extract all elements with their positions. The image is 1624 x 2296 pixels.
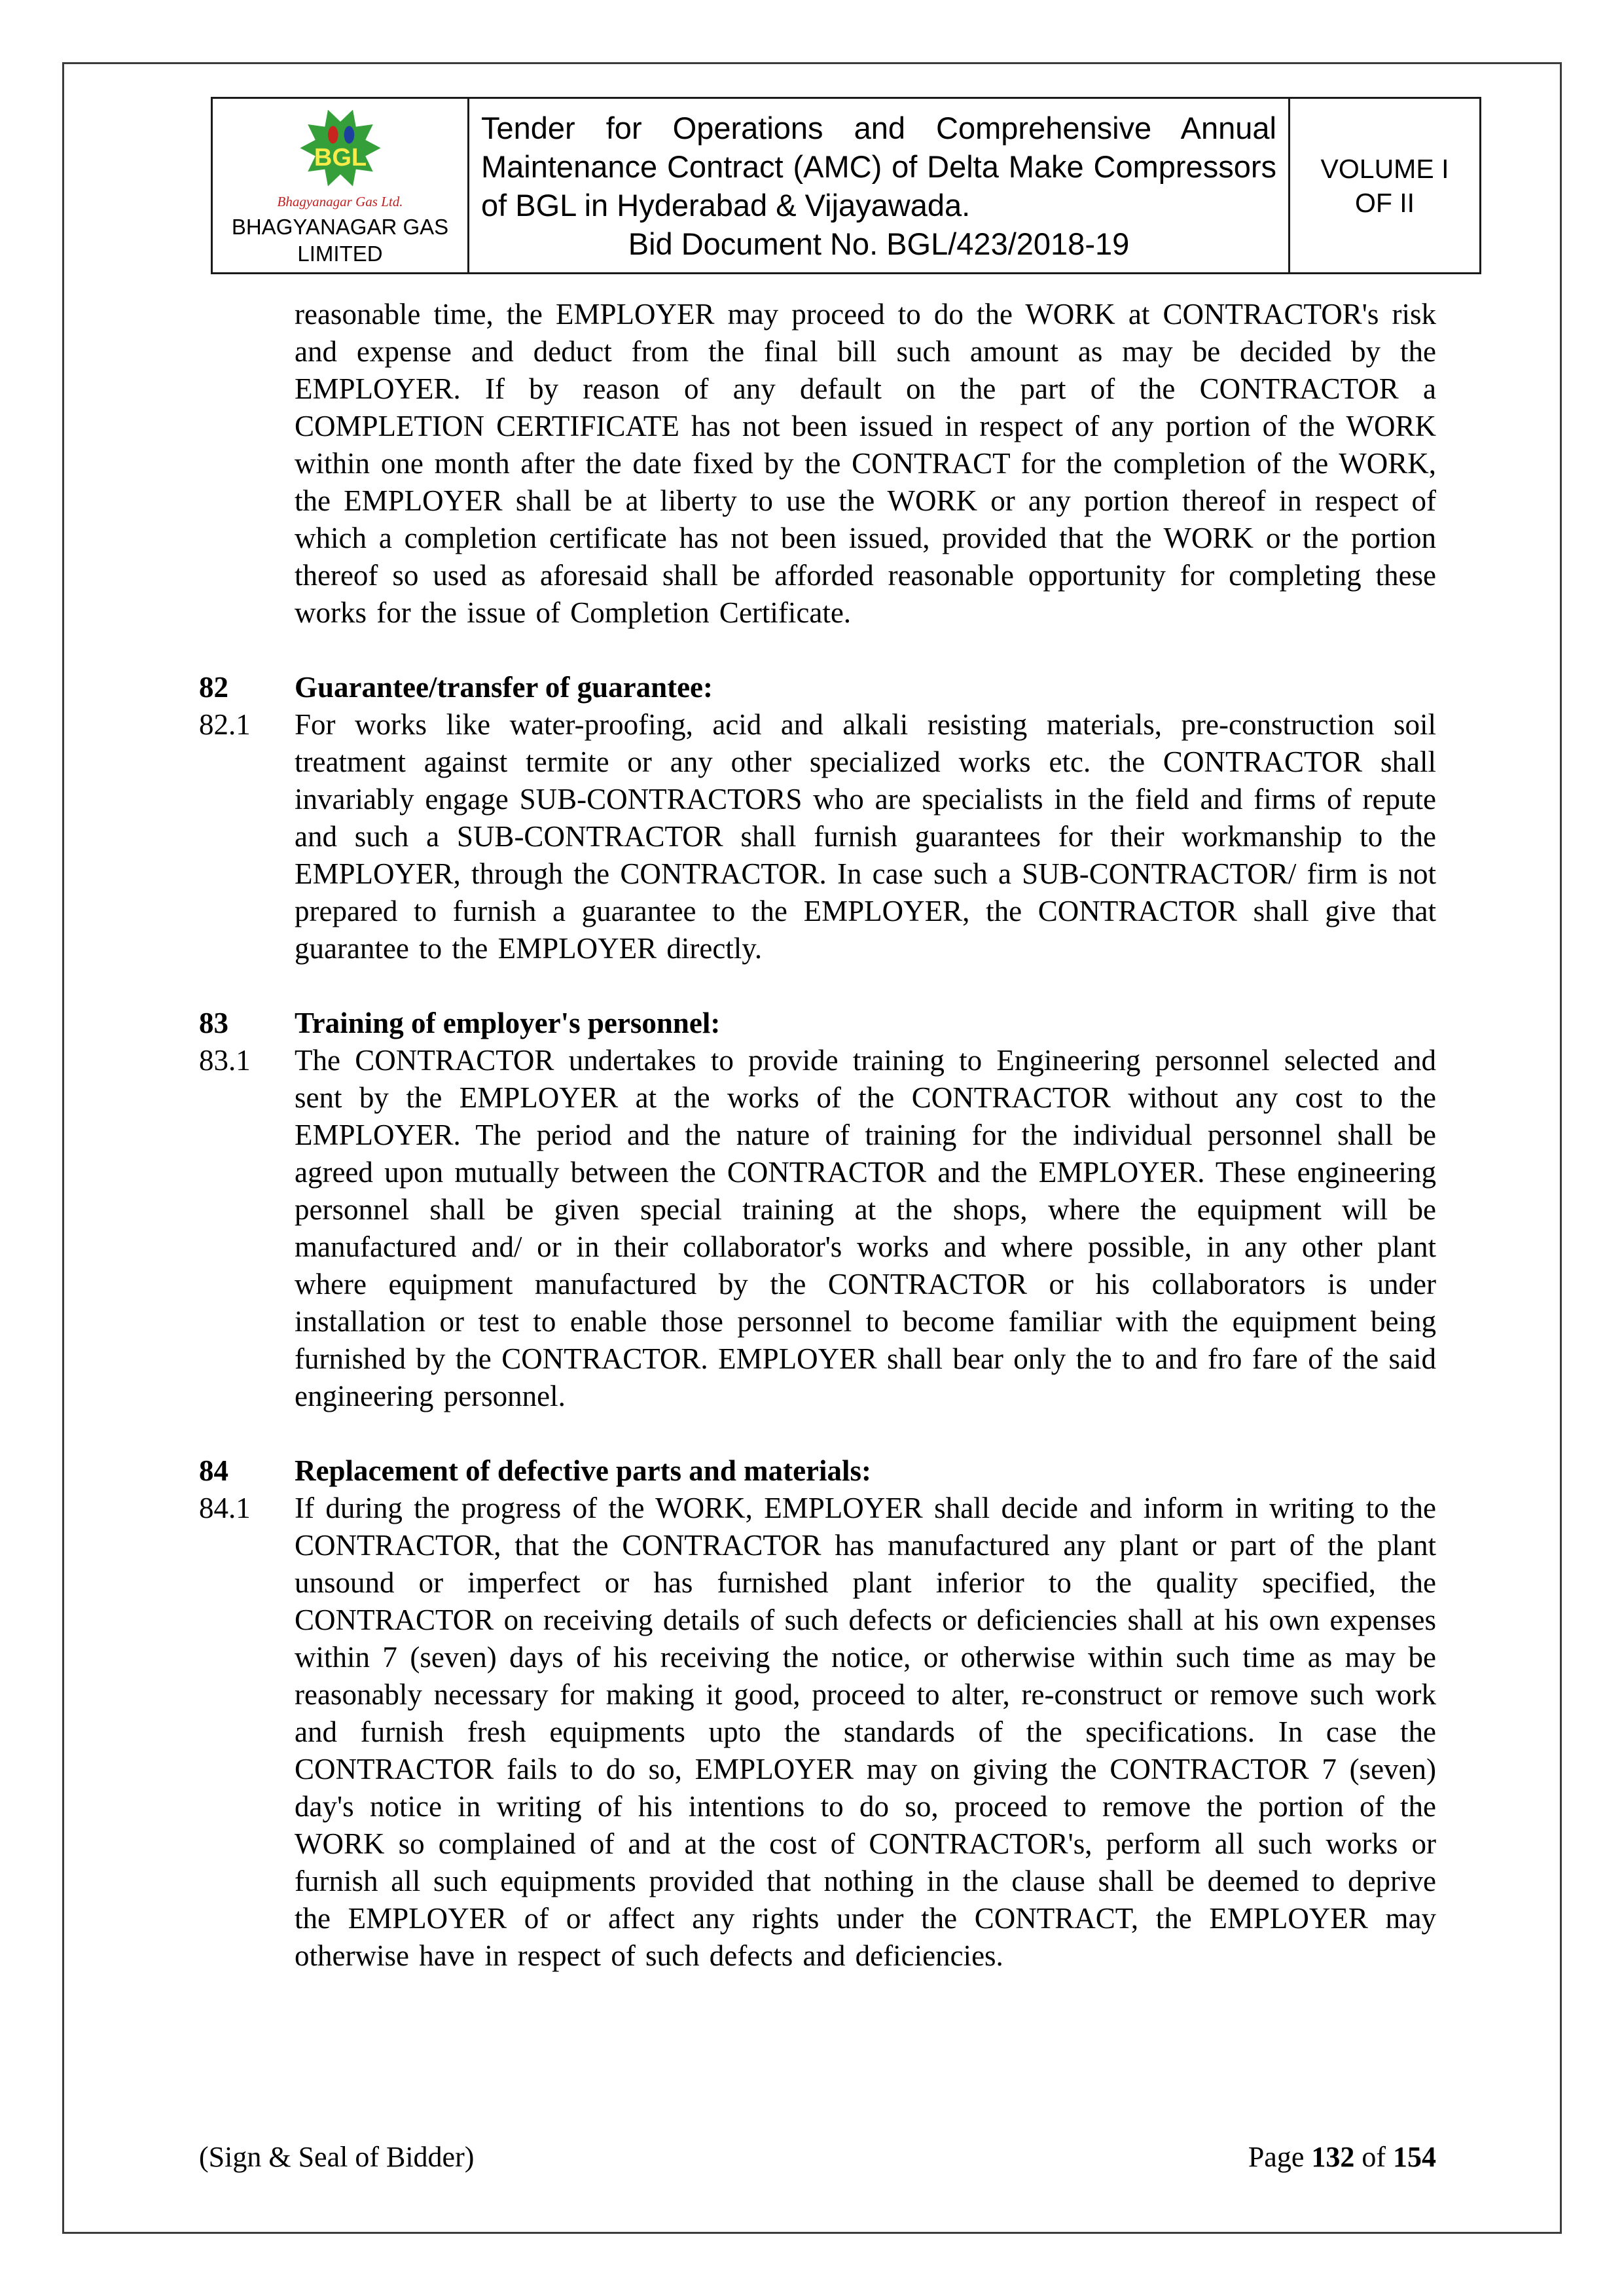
clause-83-1 — [199, 1042, 1436, 1415]
document-footer — [199, 2140, 1436, 2175]
clause-text: The CONTRACTOR undertakes to provide training to Engineering personnel selected and sent by the EMPLOYER at the works of the CONTRACTOR without any cost to the EMPLOYER. The period and the nature of training for the individual personnel shall be agreed upon mutually between the CONTRACTOR and the EMPLOYER. These engineering personnel shall be given special training at the shops, where the equipment will be manufactured and/ or in their collaborator's works and where possible, in any other plant where equipment manufactured by the CONTRACTOR or his collaborators is under installation or test to enable those personnel to become familiar with the equipment being furnished by the CONTRACTOR. EMPLOYER shall bear only the to and fro fare of the said engineering personnel. — [295, 1044, 1436, 1412]
page-number — [1248, 2140, 1436, 2175]
section-number: 82 — [199, 671, 228, 704]
section-82-heading — [199, 669, 1436, 706]
section-83-heading — [199, 1005, 1436, 1042]
section-number: 84 — [199, 1454, 228, 1487]
page-prefix: Page — [1248, 2141, 1312, 2173]
section-83 — [199, 1005, 1436, 1415]
bgl-logo-graphic — [281, 104, 399, 190]
clause-text: If during the progress of the WORK, EMPLOYER shall decide and inform in writing to the CONTRACTOR, that the CONTRACTOR has manufactured any plant or part of the plant unsound or imperfect or has furnished plant inferior to the quality specified, the CONTRACTOR on receiving details of such defects or deficiencies shall at his own expenses within 7 (seven) days of his receiving the notice, or otherwise within such time as may be reasonably necessary for making it good, proceed to alter, re-construct or remove such work and furnish fresh equipments upto the standards of the specifications. In case the CONTRACTOR fails to do so, EMPLOYER may on giving the CONTRACTOR 7 (seven) day's notice in writing of his intentions to do so, proceed to remove the portion of the WORK so complained of and at the cost of CONTRACTOR's, perform all such works or furnish all such equipments provided that nothing in the clause shall be deemed to deprive the EMPLOYER of or affect any rights under the CONTRACT, the EMPLOYER may otherwise have in respect of such defects and deficiencies. — [295, 1492, 1436, 1972]
section-title: Replacement of defective parts and materials: — [295, 1454, 872, 1487]
logo-tagline: Bhagyanagar Gas Ltd. — [277, 194, 403, 209]
clause-number: 84.1 — [199, 1492, 251, 1524]
company-name-line2: LIMITED — [297, 242, 383, 266]
section-title: Training of employer's personnel: — [295, 1007, 721, 1039]
logo-abbr-text: BGL — [314, 143, 367, 171]
clause-text: For works like water-proofing, acid and alkali resisting materials, pre-construction soil treatment against termite or any other specialized works etc. the CONTRACTOR shall invariably engage SUB-CONTRACTORS who are specialists in the field and firms of repute and such a SUB-CONTRACTOR shall furnish guarantees for their workmanship to the EMPLOYER, through the CONTRACTOR. In case such a SUB-CONTRACTOR/ firm is not prepared to furnish a guarantee to the EMPLOYER, the CONTRACTOR shall give that guarantee to the EMPLOYER directly. — [295, 708, 1436, 965]
header-table — [211, 97, 1481, 274]
header-volume-cell — [1290, 98, 1481, 274]
sign-seal-label: (Sign & Seal of Bidder) — [199, 2141, 475, 2173]
volume-label — [1290, 152, 1479, 220]
section-82 — [199, 669, 1436, 967]
page-total: 154 — [1393, 2141, 1436, 2173]
section-number: 83 — [199, 1007, 228, 1039]
logo-red-drop — [327, 126, 338, 144]
logo-blue-drop — [344, 126, 354, 144]
page-current: 132 — [1311, 2141, 1355, 2173]
section-title: Guarantee/transfer of guarantee: — [295, 671, 713, 704]
header-title-cell — [469, 98, 1290, 274]
clause-82-1 — [199, 706, 1436, 967]
volume-line2: OF II — [1354, 187, 1415, 218]
section-84 — [199, 1452, 1436, 1975]
section-84-heading — [199, 1452, 1436, 1490]
clause-number: 83.1 — [199, 1044, 251, 1077]
document-body — [199, 296, 1436, 1975]
company-logo — [278, 104, 403, 209]
continuation-paragraph: reasonable time, the EMPLOYER may proceed to do the WORK at CONTRACTOR's risk and expense and deduct from the final bill such amount as may be decided by the EMPLOYER. If by reason of any default on the part of the CONTRACTOR a COMPLETION CERTIFICATE has not been issued in respect of any portion of the WORK within one month after the date fixed by the CONTRACT for the completion of the WORK, the EMPLOYER shall be at liberty to use the WORK or any portion thereof in respect of which a completion certificate has not been issued, provided that the WORK or the portion thereof so used as aforesaid shall be afforded reasonable opportunity for completing these works for the issue of Completion Certificate. — [295, 298, 1436, 629]
company-name-line1: BHAGYANAGAR GAS — [231, 215, 449, 239]
clause-84-1 — [199, 1490, 1436, 1975]
company-name — [217, 213, 463, 267]
bid-document-number: Bid Document No. BGL/423/2018-19 — [628, 226, 1130, 261]
page-middle: of — [1354, 2141, 1393, 2173]
tender-title: Tender for Operations and Comprehensive Annual Maintenance Contract (AMC) of Delta Make Compressors of BGL in Hyderabad & Vijayawada. — [481, 110, 1276, 223]
volume-line1: VOLUME I — [1320, 153, 1449, 184]
clause-number: 82.1 — [199, 708, 251, 741]
header-logo-cell — [212, 98, 469, 274]
